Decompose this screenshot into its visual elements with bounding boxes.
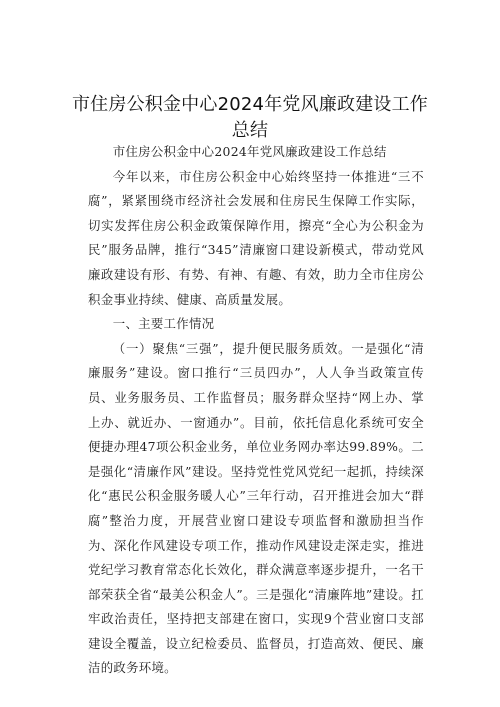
section-heading: 一、主要工作情况: [112, 316, 215, 332]
section-paragraph: （一）聚焦“三强”，提升便民服务质效。一是强化“清廉服务”建设。窗口推行“三员四办”，人人争当政策宣传员、业务服务员、工作监督员；服务群众坚持“网上办、掌上办、就近办、一窗通办”。目前，依托信息化系统可安全便捷办理47项公积金业务，单位业务网办率达99.89%。二是强化“清廉作风”建设。坚持党性党风党纪一起抓，持续深化“惠民公积金服务暖人心”三年行动，召开推进会加大“群腐”整治力度，开展营业窗口建设专项监督和激励担当作为、深化作风建设专项工作，推动作风建设走深走实，推进党纪学习教育常态化长效化，群众满意率逐步提升，一名干部荣获全省“最美公积金人”。三是强化“清廉阵地”建设。扛牢政治责任，坚持把支部建在窗口，实现9个营业窗口支部建设全覆盖，设立纪检委员、监督员，打造高效、便民、廉洁的政务环境。: [88, 340, 424, 676]
document-subtitle: 市住房公积金中心2024年党风廉政建设工作总结: [112, 144, 387, 159]
document-title: 市住房公积金中心2024年党风廉政建设工作总结: [71, 94, 428, 141]
document-body: [88, 140, 424, 681]
intro-paragraph: 今年以来，市住房公积金中心始终坚持一体推进“三不腐”，紧紧围绕市经济社会发展和住房民生保障工作实际，切实发挥住房公积金政策保障作用，擦亮“全心为公积金为民”服务品牌，推行“345”清廉窗口建设新模式，带动党风廉政建设有形、有势、有神、有趣、有效，助力全市住房公积金事业持续、健康、高质量发展。: [88, 168, 424, 307]
